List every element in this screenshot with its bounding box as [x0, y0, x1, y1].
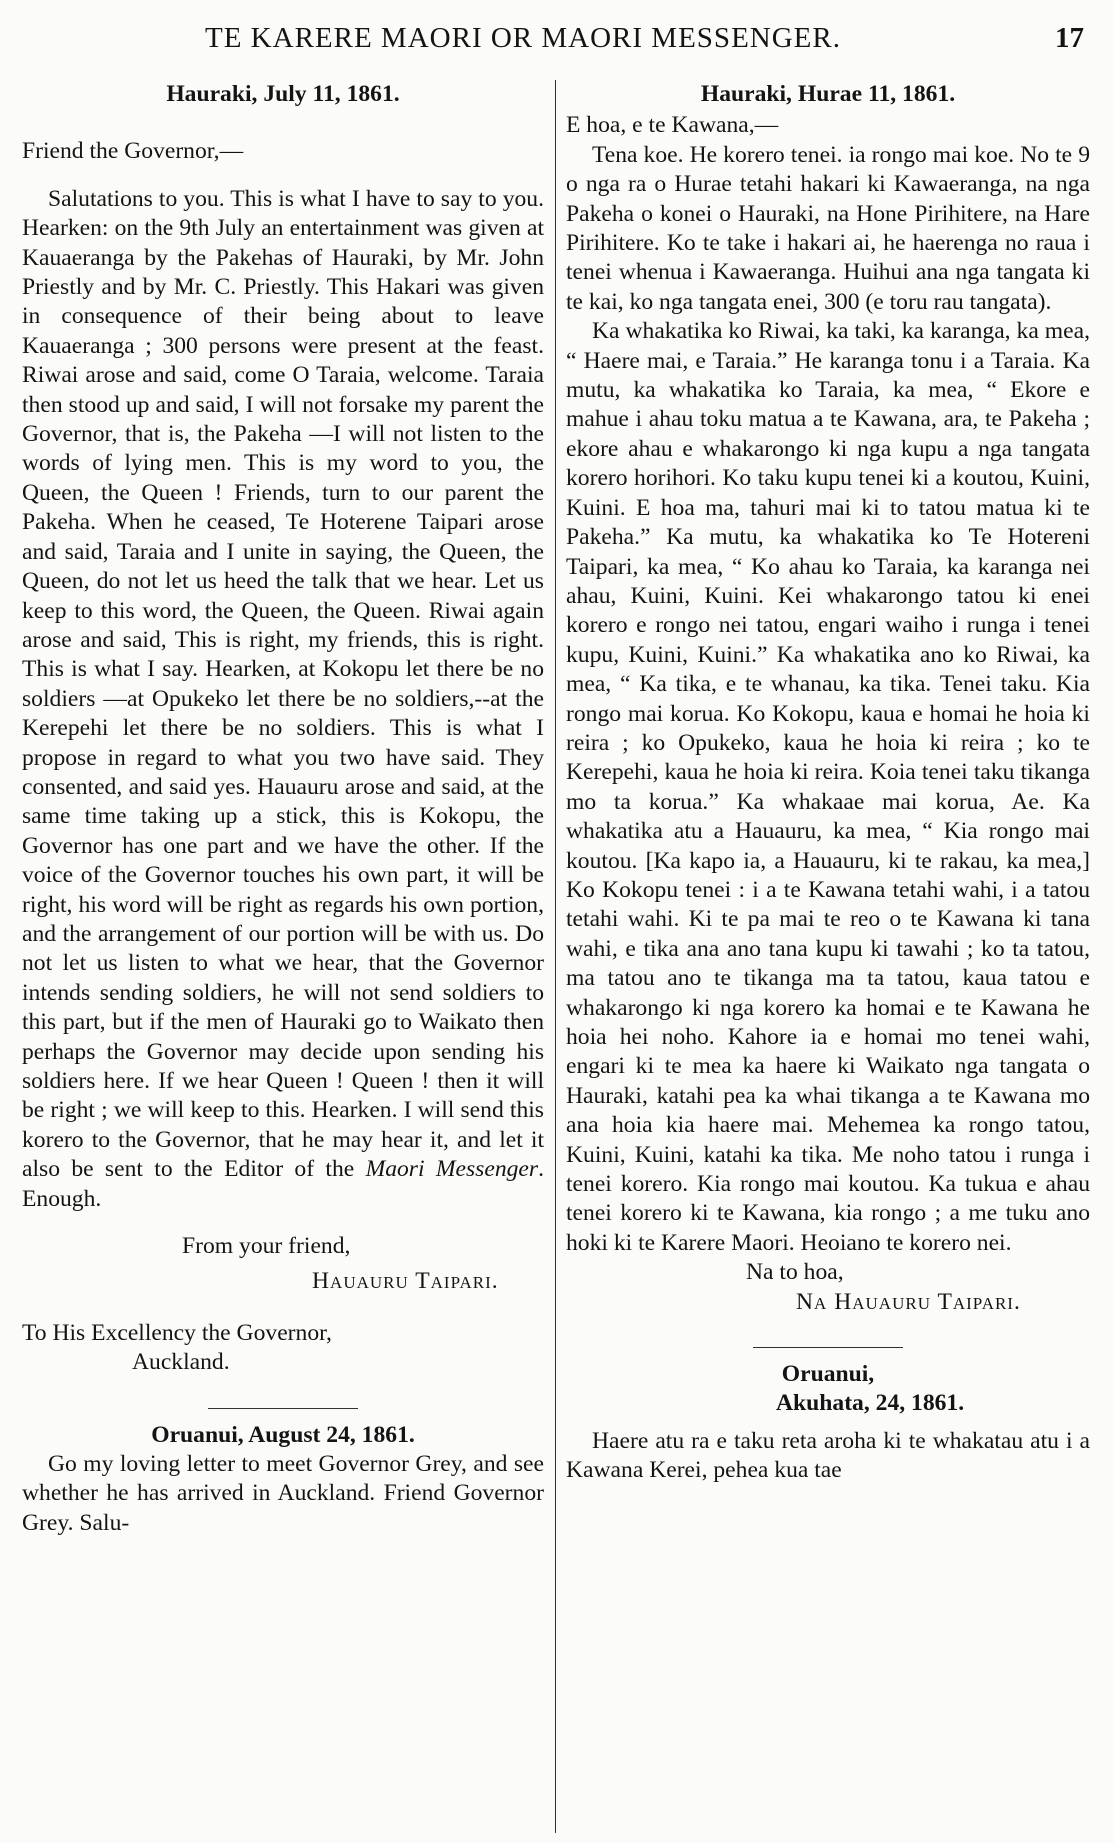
letter1-body: [22, 185, 544, 1214]
section-rule: [208, 1408, 358, 1409]
letter1-body-end: . Enough.: [22, 1156, 544, 1212]
letter1-addressee: To His Excellency the Governor,: [22, 1319, 332, 1346]
letter1-signature: Hauauru Taipari.: [312, 1268, 499, 1295]
letter1-body-text: Salutations to you. This is what I have to say to you. Hearken: on the 9th July an entertainment was given at Kauaeranga by the Pakehas of Hauraki, by Mr. John Priestly and by Mr. C. Priestly. This Hakari was given in consequence of their being about to leave Kauaeranga ; 300 persons were present at the feast. Riwai arose and said, come O Taraia, welcome. Taraia then stood up and said, I will not forsake my parent the Governor, that is, the Pakeha —I will not listen to the words of lying men. This is my word to you, the Queen, the Queen ! Friends, turn to our parent the Pakeha. When he ceased, Te Hoterene Taipari arose and said, Taraia and I unite in saying, the Queen, the Queen, do not let us heed the talk that we hear. Let us keep to this word, the Queen, the Queen. Riwai again arose and said, This is right, my friends, this is right. This is what I say. Hearken, at Kokopu let there be no soldiers —at Opukeko let there be no soldiers,--at the Kerepehi let there be no soldiers. This is what I propose in regard to what you two have said. They consented, and said yes. Hauauru arose and said, at the same time taking up a stick, this is Kokopu, the Governor has one part and we have the other. If the voice of the Governor touches his own part, it will be right, his word will be right as regards his own portion, and the arrangement of our portion will be with us. Do not let us listen to what we hear, that the Governor intends sending soldiers, he will not send soldiers to this part, but if the men of Hauraki go to Waikato then perhaps the Governor may decide upon sending his soldiers here. If we hear Queen ! Queen ! then it will be right ; we will keep to this. Hearken. I will send this korero to the Governor, that he may hear it, and let it also be sent to the Editor of the: [22, 185, 544, 1183]
letter2-dateline: Oruanui, August 24, 1861.: [151, 1421, 415, 1448]
newspaper-name-italic: Maori Messenger: [365, 1156, 539, 1183]
letter2-body: Go my loving letter to meet Governor Grey, and see whether he has arrived in Auckland. Friend Governor Grey. Salu-: [22, 1451, 544, 1536]
letter1-sign-from: From your friend,: [182, 1233, 351, 1260]
reta1-sign-from: Na to hoa,: [746, 1259, 844, 1286]
reta1-signature: Na Hauauru Taipari.: [796, 1288, 1021, 1315]
reta1-para2: Ka whakatika ko Riwai, ka taki, ka karanga, ka mea, “ Haere mai, e Taraia.” He karanga tonu i a Taraia. Ka mutu, ka whakatika ko Taraia, ka mea, “ Ekore e mahue i ahau toku matua a te Kawana, ara, te Pakeha ; ekore ahau e whakarongo ki nga kupu a nga tangata korero horihori. Ko taku kupu tenei ki a koutou, Kuini, Kuini. E hoa ma, tahuri mai ki to tatou matua ki te Pakeha.” Ka mutu, ka whakatika ko Te Hotereni Taipari, ka mea, “ Ko ahau ko Taraia, ka karanga nei ahau, Kuini, Kuini. Kei whakarongo tatou ki enei korero e rongo nei tatou, engari waiho i runga i tenei kupu, Kuini, Kuini.” Ka whakatika ano ko Riwai, ka mea, “ Ka tika, e te whanau, ka tika. Tenei taku. Kia rongo mai korua. Ko Kokopu, kaua e homai he hoia ki reira ; ko Opukeko, kaua he hoia ki reira ; ko te Kerepehi, kaua he hoia ki reira. Koia tenei taku tikanga mo ta korua.” Ka whakaae mai korua, Ae. Ka whakatika atu a Hauauru, ka mea, “ Kia rongo mai koutou. [Ka kapo ia, a Hauauru, ki te rakau, ka mea,] Ko Kokopu tenei : i a te Kawana tetahi wahi, i a tatou tetahi wahi. Ki te pa mai te reo o te Kawana ki tana wahi, e tika ana ano tana kupu ki tawahi ; ko ta tatou, ma tatou ano te tikanga ma ta tatou, kaua tatou e whakarongo ki nga korero ka homai e te Kawana he hoia hei noho. Kahore ia e homai mo tenei wahi, engari ki te mea ka haere ki Waikato nga tangata o Hauraki, katahi pea ka whai tikanga a te Kawana mo ana hoia kia haere mai. Mehemea ka rongo tatou, Kuini, Kuini, katahi ka tika. Me noho tatou i runga i tenei korero. Kia rongo mai koutou. Ka tukua e ahau tenei korero ki te Kawana, kia rongo ; a me tuku ano hoki ki te Karere Maori. Heoiano te korero nei.: [566, 318, 1090, 1256]
letter1-greeting: Friend the Governor,—: [22, 138, 244, 165]
letter1-dateline: Hauraki, July 11, 1861.: [166, 81, 400, 107]
letter1-addressee-place: Auckland.: [132, 1349, 230, 1376]
maori-column: [566, 80, 1090, 1843]
newspaper-title: TE KARERE MAORI OR MAORI MESSENGER.: [205, 22, 841, 54]
page-number: 17: [1055, 22, 1084, 54]
column-divider: [555, 80, 556, 1833]
masthead: [0, 22, 1114, 62]
reta2-dateline-date: Akuhata, 24, 1861.: [776, 1390, 965, 1417]
reta2-body: Haere atu ra e taku reta aroha ki te whakatau atu i a Kawana Kerei, pehea kua tae: [566, 1427, 1090, 1484]
reta1-greeting: E hoa, e te Kawana,—: [566, 112, 779, 139]
reta1-dateline: Hauraki, Hurae 11, 1861.: [700, 81, 956, 107]
section-rule-right: [753, 1347, 903, 1348]
english-column: [22, 80, 544, 1843]
reta1-para1: Tena koe. He korero tenei. ia rongo mai koe. No te 9 o nga ra o Hurae tetahi hakari ki Kawaeranga, na nga Pakeha o konei o Hauraki, na Hone Pirihitere, na Hare Pirihitere. Ko te take i hakari ai, he haerenga no raua i tenei whenua i Kawaeranga. Huihui ana nga tangata ki te kai, ko nga tangata enei, 300 (e toru rau tangata).: [566, 141, 1090, 315]
reta2-dateline-place: Oruanui,: [781, 1361, 875, 1388]
